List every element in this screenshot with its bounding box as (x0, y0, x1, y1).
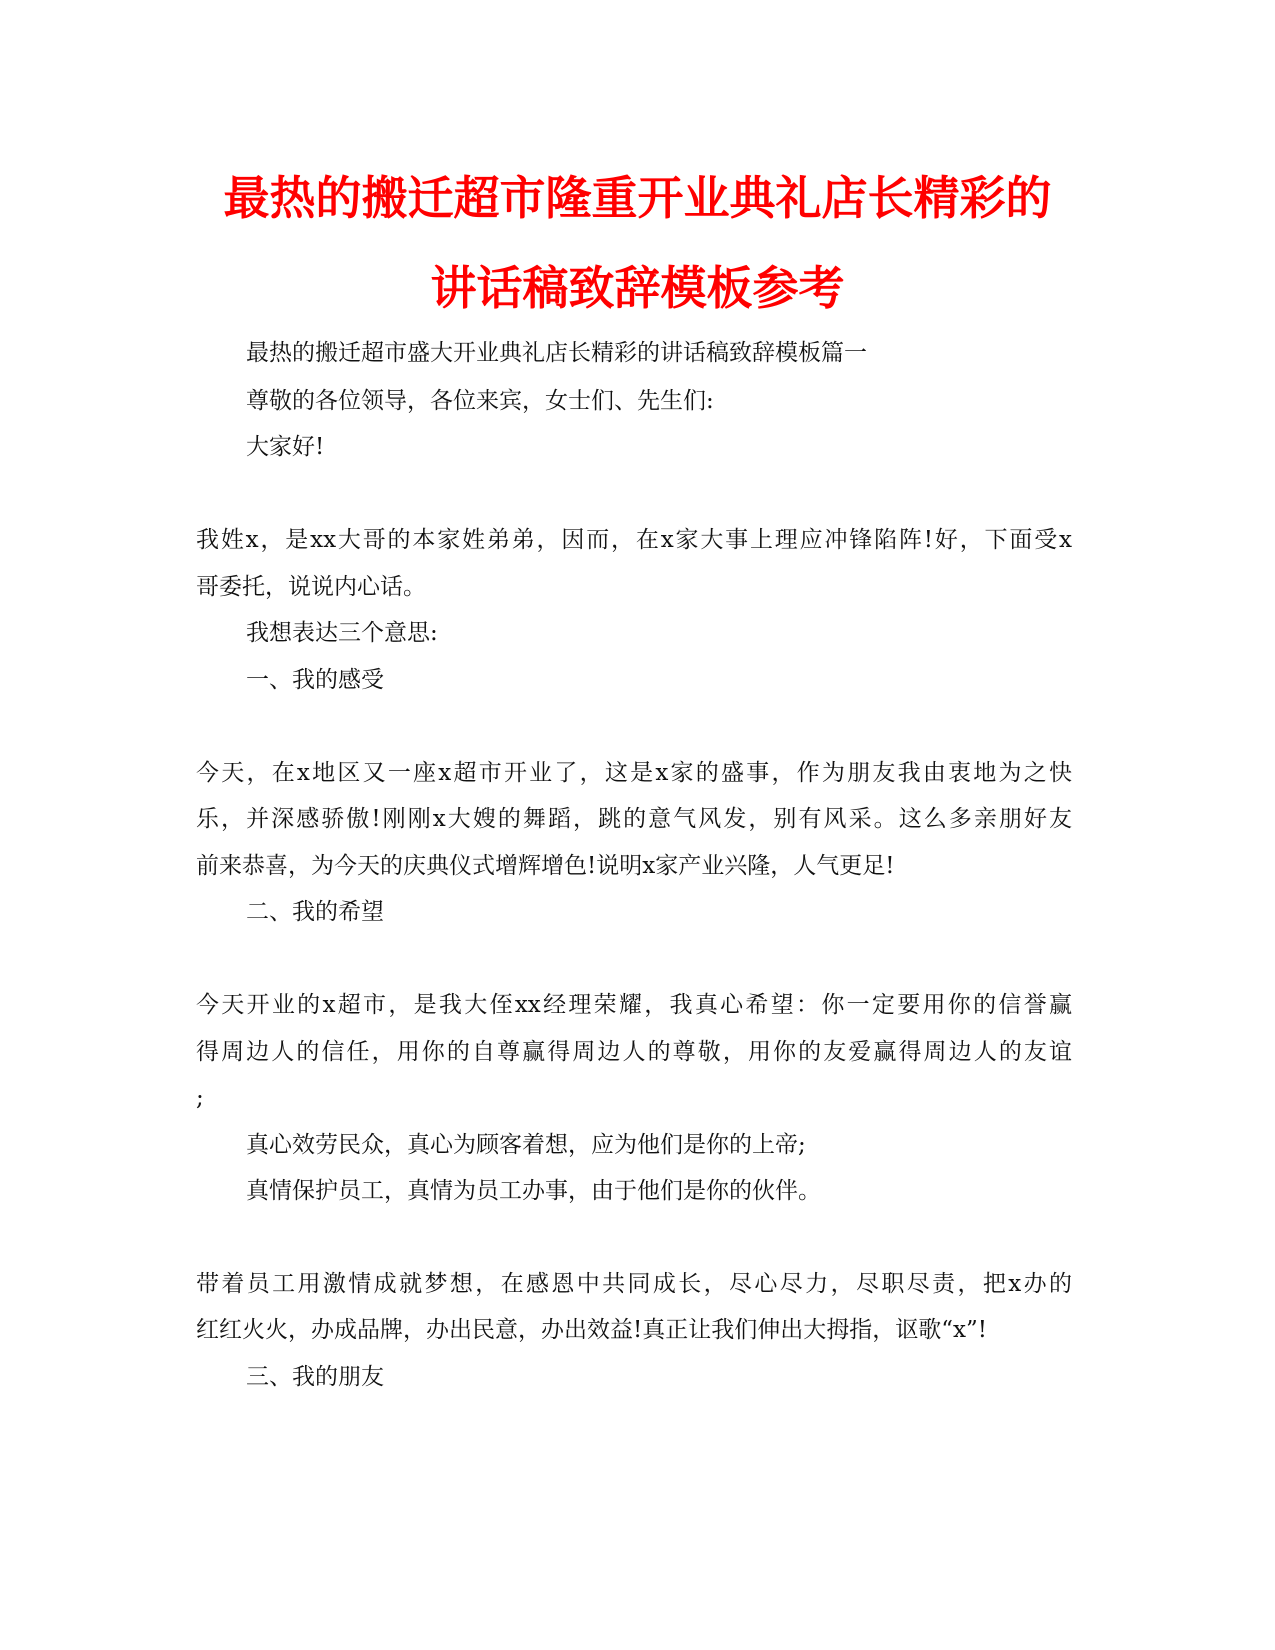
greeting: 大家好! (246, 434, 325, 460)
paragraph-line: 红红火火，办成品牌，办出民意，办出效益!真正让我们伸出大拇指，讴歌“x”! (196, 1317, 987, 1343)
section-heading: 最热的搬迁超市盛大开业典礼店长精彩的讲话稿致辞模板篇一 (246, 340, 867, 366)
paragraph-line: ; (196, 1085, 204, 1111)
paragraph-line: 今天开业的x超市，是我大侄xx经理荣耀，我真心希望：你一定要用你的信誉赢 (196, 992, 1072, 1018)
paragraph-line: 我姓x，是xx大哥的本家姓弟弟，因而，在x家大事上理应冲锋陷阵!好，下面受x (196, 527, 1072, 553)
subheading: 三、我的朋友 (246, 1364, 384, 1390)
document-title-line-2: 讲话稿致辞模板参考 (430, 261, 845, 315)
paragraph-line: 乐，并深感骄傲!刚刚x大嫂的舞蹈，跳的意气风发，别有风采。这么多亲朋好友 (196, 806, 1072, 832)
subheading: 一、我的感受 (246, 667, 384, 693)
subheading: 二、我的希望 (246, 899, 384, 925)
paragraph-line: 前来恭喜，为今天的庆典仪式增辉增色!说明x家产业兴隆，人气更足! (196, 853, 895, 879)
paragraph-line: 真情保护员工，真情为员工办事，由于他们是你的伙伴。 (246, 1178, 821, 1204)
document-title-line-1: 最热的搬迁超市隆重开业典礼店长精彩的 (223, 171, 1052, 225)
paragraph-line: 今天，在x地区又一座x超市开业了，这是x家的盛事，作为朋友我由衷地为之快 (196, 760, 1072, 786)
paragraph-line: 哥委托，说说内心话。 (196, 574, 426, 600)
paragraph-line: 得周边人的信任，用你的自尊赢得周边人的尊敬，用你的友爱赢得周边人的友谊 (196, 1039, 1072, 1065)
paragraph-line: 带着员工用激情成就梦想，在感恩中共同成长，尽心尽力，尽职尽责，把x办的 (196, 1271, 1072, 1297)
paragraph-line: 我想表达三个意思: (246, 620, 438, 646)
salutation: 尊敬的各位领导，各位来宾，女士们、先生们: (246, 388, 714, 414)
paragraph-line: 真心效劳民众，真心为顾客着想，应为他们是你的上帝; (246, 1132, 806, 1158)
